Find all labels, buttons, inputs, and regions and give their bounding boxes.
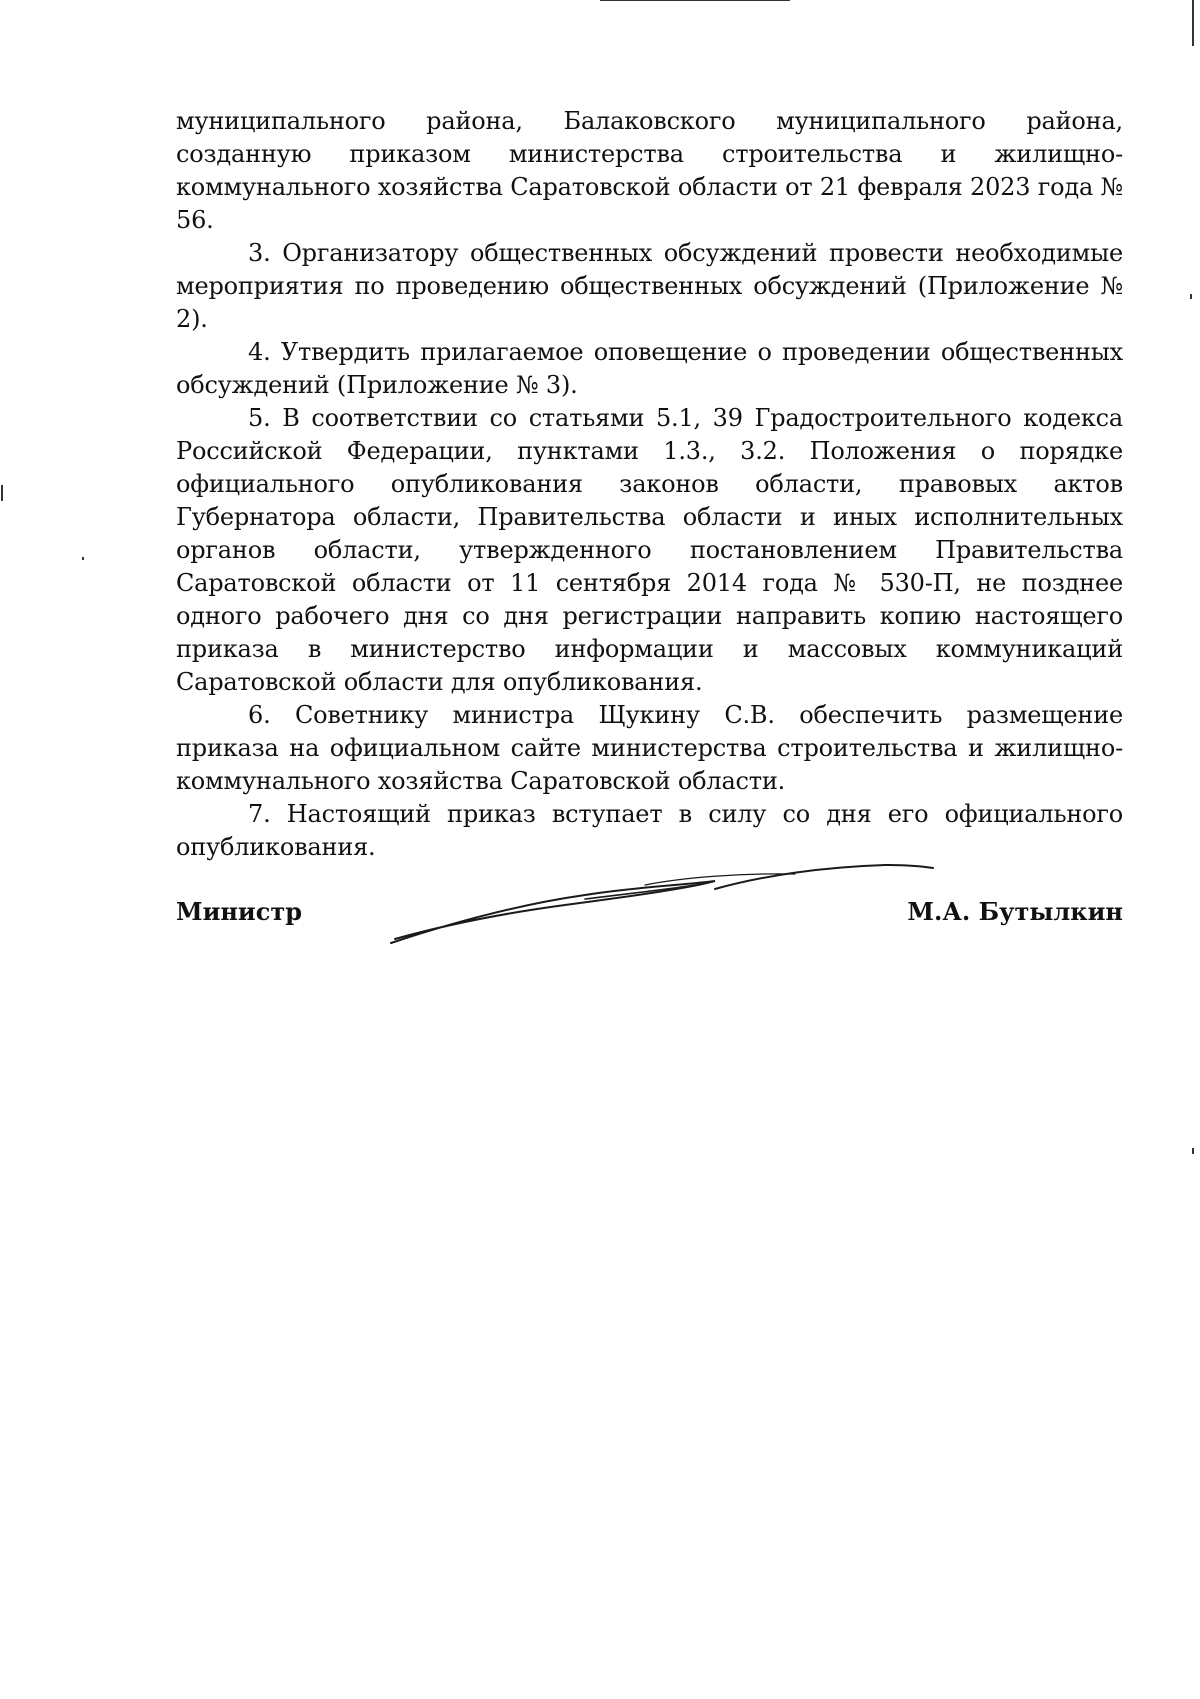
scan-artifact-top bbox=[600, 0, 790, 1]
paragraph-item-5: 5. В соответствии со статьями 5.1, 39 Градостроительного кодекса Российской Федерации, пунктами 1.3., 3.2. Положения о порядке официального опубликования законов области, правовых актов Губернатора области, Правительства области и иных исполнительных органов области, утвержденного постановлением Правительства Саратовской области от 11 сентября 2014 года № 530-П, не позднее одного рабочего дня со дня регистрации направить копию настоящего приказа в министерство информации и массовых коммуникаций Саратовской области для опубликования. bbox=[176, 404, 1123, 696]
paragraph-item-6: 6. Советнику министра Щукину С.В. обеспечить размещение приказа на официальном сайте министерства строительства и жилищно-коммунального хозяйства Саратовской области. bbox=[176, 701, 1123, 795]
order-body bbox=[176, 105, 1123, 864]
paragraph-continuation: муниципального района, Балаковского муниципального района, созданную приказом министерства строительства и жилищно-коммунального хозяйства Саратовской области от 21 февраля 2023 года № 56. bbox=[176, 107, 1123, 234]
paragraph-item-7: 7. Настоящий приказ вступает в силу со дня его официального опубликования. bbox=[176, 800, 1123, 861]
scan-artifact-left-mark bbox=[1, 485, 3, 501]
scan-artifact-dot bbox=[1192, 1148, 1194, 1154]
signatory-title: Министр bbox=[176, 897, 302, 926]
scan-artifact-dot bbox=[82, 557, 84, 560]
scan-artifact-dot bbox=[1190, 294, 1192, 299]
signatory-name: М.А. Бутылкин bbox=[907, 897, 1123, 926]
paragraph-item-3: 3. Организатору общественных обсуждений провести необходимые мероприятия по проведению общественных обсуждений (Приложение № 2). bbox=[176, 239, 1123, 333]
scan-artifact-right-edge bbox=[1192, 0, 1194, 46]
paragraph-item-4: 4. Утвердить прилагаемое оповещение о проведении общественных обсуждений (Приложение № 3). bbox=[176, 338, 1123, 399]
signature-block bbox=[176, 895, 1123, 955]
